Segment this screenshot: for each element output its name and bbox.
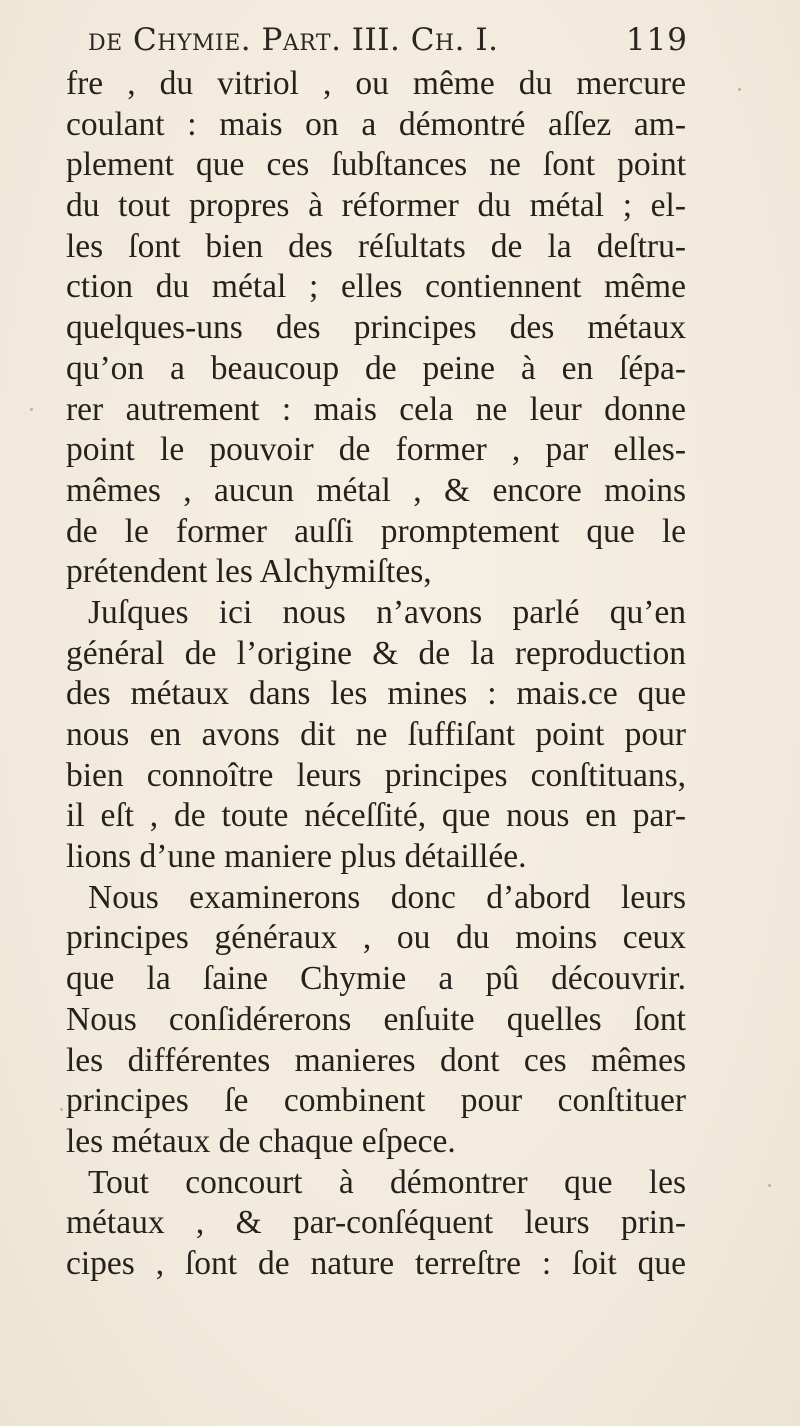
page-number: 119 [625, 22, 688, 58]
text-line: mêmes , aucun métal , & encore moins [66, 471, 686, 509]
text-line: prétendent les Alchymiſtes, [66, 553, 432, 591]
text-line: que la ſaine Chymie a pû découvrir. [66, 960, 686, 998]
text-line: métaux , & par-conſéquent leurs prin- [66, 1204, 686, 1242]
paper-speck [30, 408, 33, 411]
text-line: ction du métal ; elles contiennent même [66, 268, 686, 306]
text-line: quelques-uns des principes des métaux [66, 309, 686, 347]
text-line: du tout propres à réformer du métal ; el- [66, 187, 686, 225]
text-line: Nous conſidérerons enſuite quelles ſont [66, 1000, 686, 1038]
text-line: Juſques ici nous n’avons parlé qu’en [88, 593, 686, 631]
text-line: il eſt , de toute néceſſité, que nous en par- [66, 797, 686, 835]
running-title: de Chymie. Part. III. Ch. I. [88, 22, 499, 58]
text-line: général de l’origine & de la reproduction [66, 634, 686, 672]
text-line: de le former auſſi promptement que le [66, 512, 686, 550]
text-line: qu’on a beaucoup de peine à en ſépa- [66, 349, 686, 387]
text-line: les métaux de chaque eſpece. [66, 1122, 456, 1160]
text-line: les différentes manieres dont ces mêmes [66, 1041, 686, 1079]
paper-speck [738, 88, 741, 91]
page-header [88, 22, 688, 62]
text-line: principes généraux , ou du moins ceux [66, 919, 686, 957]
text-line: bien connoître leurs principes conſtituans, [66, 756, 686, 794]
text-line: principes ſe combinent pour conſtituer [66, 1082, 686, 1120]
text-line: rer autrement : mais cela ne leur donne [66, 390, 686, 428]
text-line: fre , du vitriol , ou même du mercure [66, 65, 686, 102]
text-line: nous en avons dit ne ſuffiſant point pour [66, 716, 686, 753]
paper-speck [60, 1108, 63, 1111]
text-line: les ſont bien des réſultats de la deſtru- [66, 227, 686, 265]
text-line: Nous examinerons donc d’abord leurs [88, 878, 686, 916]
text-line: plement que ces ſubſtances ne ſont point [66, 146, 686, 184]
body-text [66, 64, 686, 1285]
text-line: coulant : mais on a démontré aſſez am- [66, 105, 686, 143]
text-line: point le pouvoir de former , par elles- [66, 431, 686, 469]
text-line: cipes , ſont de nature terreſtre : ſoit que [66, 1244, 686, 1282]
paper-speck [768, 1184, 771, 1187]
text-line: des métaux dans les mines : mais.ce que [66, 675, 686, 713]
text-line: lions d’une maniere plus détaillée. [66, 838, 527, 876]
text-line: Tout concourt à démontrer que les [88, 1163, 686, 1201]
